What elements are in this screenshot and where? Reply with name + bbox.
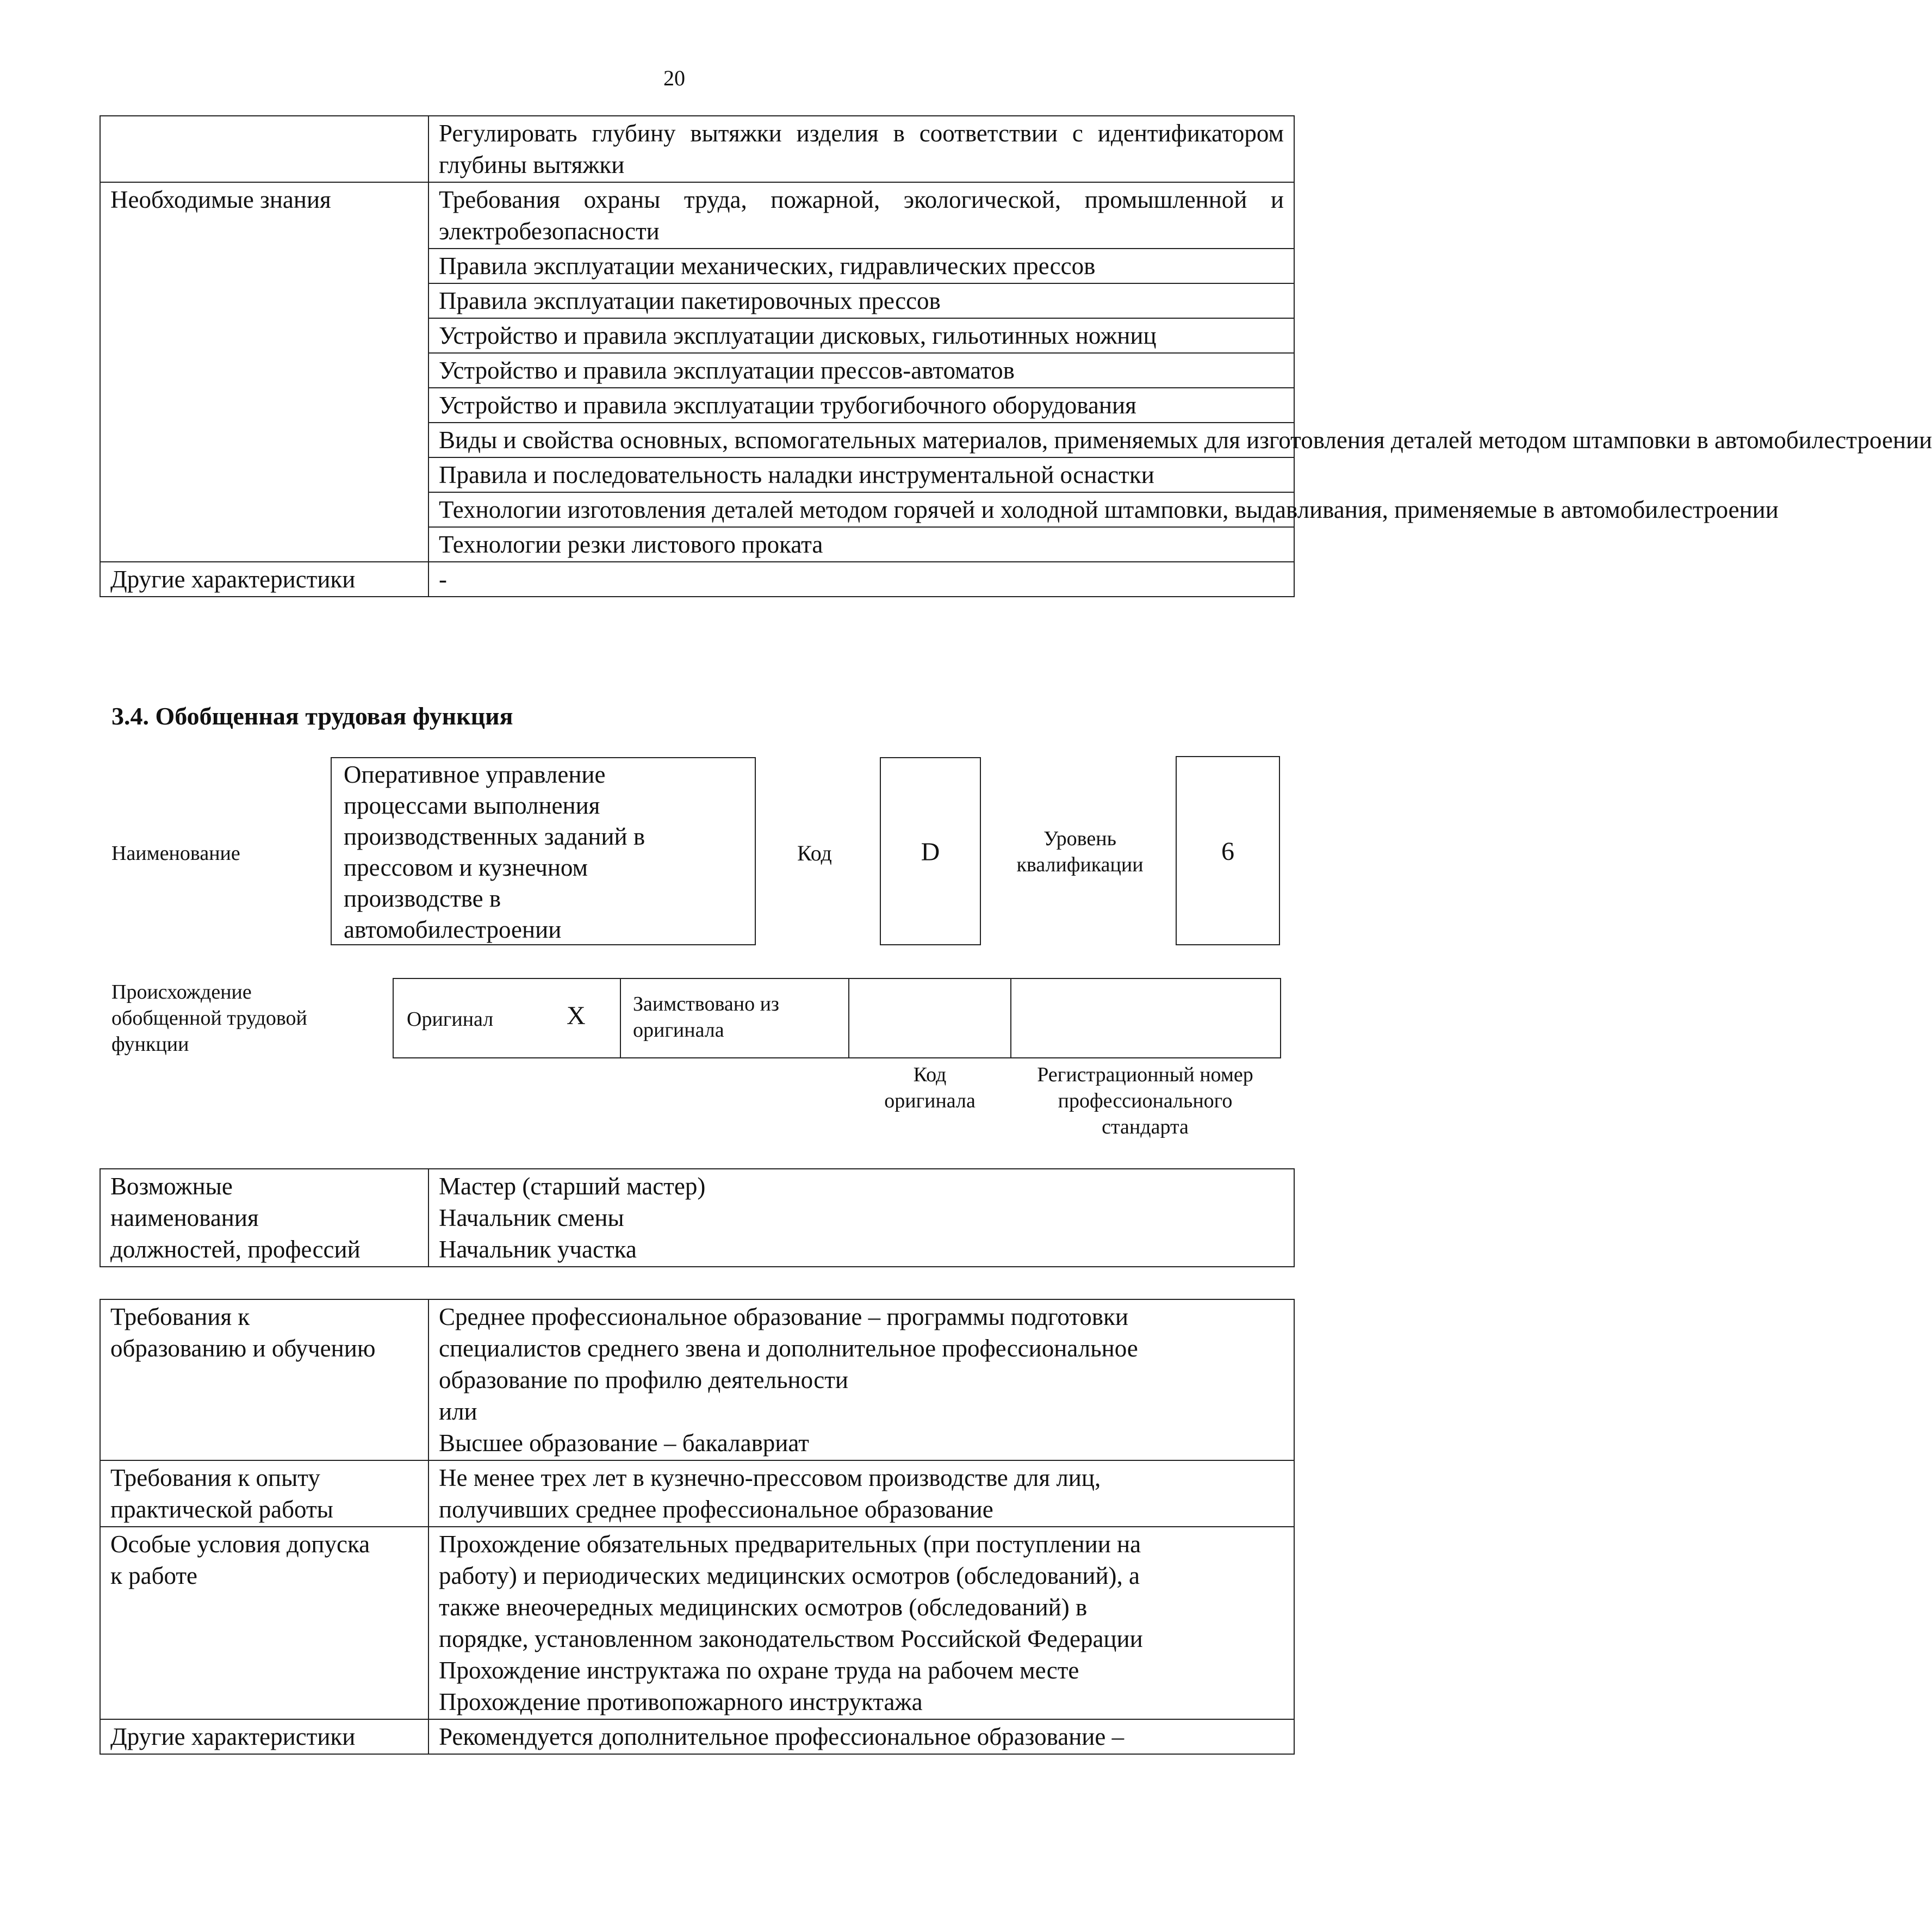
row-label: Требования к опыту практической работы: [100, 1460, 428, 1527]
table-cell: -: [428, 562, 1294, 597]
table-row: [100, 1527, 1294, 1719]
table-cell: Технологии изготовления деталей методом горячей и холодной штамповки, выдавливания, применяемые в автомобилестроении: [428, 492, 1294, 527]
table-cell: Мастер (старший мастер) Начальник смены Начальник участка: [428, 1169, 1294, 1267]
table-cell: Прохождение обязательных предварительных (при поступлении на работу) и периодических медицинских осмотров (обследований), а также внеочередных медицинских осмотров (обследований) в порядке, установленном законодательством Российской Федерации Прохождение инструктажа по охране труда на рабочем месте Прохождение противопожарного инструктажа: [428, 1527, 1294, 1719]
name-line: производственных заданий в: [344, 823, 645, 850]
code-value: D: [921, 838, 940, 866]
table-cell: Правила эксплуатации механических, гидравлических прессов: [428, 249, 1294, 283]
row-label: Особые условия допуска к работе: [100, 1527, 428, 1719]
requirements-table: [100, 1299, 1295, 1755]
name-line: автомобилестроении: [344, 916, 562, 943]
level-label: Уровень квалификации: [1016, 827, 1144, 876]
name-line: процессами выполнения: [344, 792, 600, 819]
table-row: [100, 562, 1294, 597]
code-label: Код: [797, 841, 832, 865]
table-cell: Регулировать глубину вытяжки изделия в соответствии с идентификатором глубины вытяжки: [428, 116, 1294, 182]
section-heading: 3.4. Обобщенная трудовая функция: [111, 702, 513, 730]
table-cell: Правила и последовательность наладки инструментальной оснастки: [428, 457, 1294, 492]
knowledge-table: [100, 115, 1932, 597]
table-cell: Рекомендуется дополнительное профессиональное образование –: [428, 1719, 1294, 1754]
row-label: Требования к образованию и обучению: [100, 1299, 428, 1460]
name-box: [331, 757, 756, 945]
code-box: [880, 757, 981, 945]
name-line: прессовом и кузнечном: [344, 854, 588, 881]
original-label: Оригинал: [407, 1008, 494, 1031]
row-label: Необходимые знания: [100, 182, 428, 562]
origin-box: [393, 978, 1281, 1058]
table-row: [100, 1299, 1294, 1460]
table-row: [100, 1460, 1294, 1527]
table-cell: Технологии резки листового проката: [428, 527, 1294, 562]
row-label: Другие характеристики: [100, 562, 428, 597]
name-line: Оперативное управление: [344, 761, 606, 788]
table-cell: Не менее трех лет в кузнечно-прессовом производстве для лиц, получивших среднее профессиональное образование: [428, 1460, 1294, 1527]
origin-label: Происхождение обобщенной трудовой функции: [111, 981, 307, 1056]
borrowed-label: Заимствовано из оригинала: [633, 993, 779, 1042]
level-value: 6: [1221, 837, 1234, 866]
row-label: Другие характеристики: [100, 1719, 428, 1754]
level-box: [1176, 756, 1280, 945]
table-cell: [100, 116, 428, 182]
page-number: 20: [663, 66, 685, 90]
code-original-caption: Код оригинала: [884, 1063, 976, 1112]
table-row: [100, 182, 1294, 249]
name-line: производстве в: [344, 885, 501, 912]
table-cell: Устройство и правила эксплуатации трубогибочного оборудования: [428, 388, 1294, 423]
table-row: [100, 116, 1294, 182]
row-label: Возможные наименования должностей, профессий: [100, 1169, 428, 1267]
table-cell: Среднее профессиональное образование – программы подготовки специалистов среднего звена и дополнительное профессиональное образование по профилю деятельности или Высшее образование – бакалавриат: [428, 1299, 1294, 1460]
table-row: [100, 1719, 1294, 1754]
positions-table: [100, 1168, 1295, 1267]
reg-number-caption: Регистрационный номер профессионального стандарта: [1037, 1063, 1253, 1138]
table-cell: Устройство и правила эксплуатации дисковых, гильотинных ножниц: [428, 318, 1294, 353]
table-cell: Виды и свойства основных, вспомогательных материалов, применяемых для изготовления деталей методом штамповки в автомобилестроении: [428, 423, 1294, 457]
name-label: Наименование: [111, 842, 240, 865]
table-cell: Устройство и правила эксплуатации прессов-автоматов: [428, 353, 1294, 388]
original-mark: X: [567, 1001, 586, 1030]
table-row: [100, 1169, 1294, 1267]
table-cell: Правила эксплуатации пакетировочных прессов: [428, 283, 1294, 318]
table-cell: Требования охраны труда, пожарной, экологической, промышленной и электробезопасности: [428, 182, 1294, 249]
